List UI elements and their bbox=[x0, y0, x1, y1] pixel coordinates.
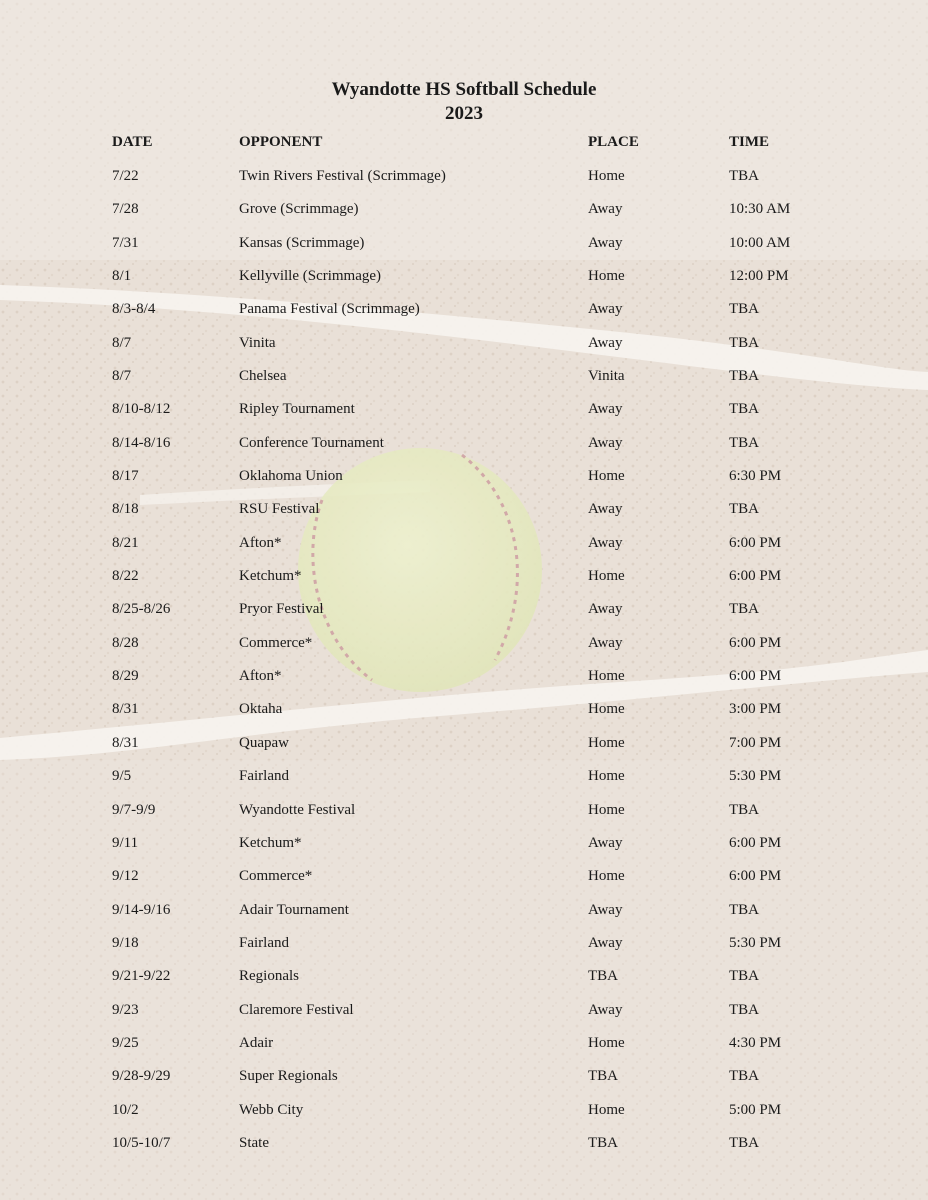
cell-time: TBA bbox=[729, 601, 759, 618]
table-row bbox=[0, 433, 928, 453]
cell-opponent: Afton* bbox=[239, 534, 282, 551]
cell-opponent: Ripley Tournament bbox=[239, 401, 355, 418]
cell-date: 8/7 bbox=[112, 334, 132, 351]
cell-place: Home bbox=[588, 801, 625, 818]
table-row bbox=[0, 233, 928, 253]
table-row bbox=[0, 199, 928, 219]
cell-place: Home bbox=[588, 468, 625, 485]
cell-opponent: Ketchum* bbox=[239, 834, 302, 851]
cell-date: 9/21-9/22 bbox=[112, 968, 171, 985]
cell-opponent: Ketchum* bbox=[239, 568, 302, 585]
cell-place: Home bbox=[588, 1101, 625, 1118]
cell-place: Home bbox=[588, 734, 625, 751]
cell-opponent: Kansas (Scrimmage) bbox=[239, 234, 365, 251]
cell-opponent: Adair bbox=[239, 1034, 274, 1051]
cell-opponent: Afton* bbox=[239, 668, 282, 685]
cell-date: 9/14-9/16 bbox=[112, 901, 171, 918]
table-row bbox=[0, 266, 928, 286]
cell-place: TBA bbox=[588, 1134, 618, 1151]
cell-date: 7/28 bbox=[112, 201, 139, 218]
cell-opponent: Webb City bbox=[239, 1101, 304, 1118]
table-row bbox=[0, 966, 928, 986]
table-row bbox=[0, 1033, 928, 1053]
cell-time: TBA bbox=[729, 434, 759, 451]
cell-opponent: Fairland bbox=[239, 768, 289, 785]
cell-time: TBA bbox=[729, 1001, 759, 1018]
table-row bbox=[0, 900, 928, 920]
cell-place: Away bbox=[588, 401, 623, 418]
cell-time: 6:00 PM bbox=[729, 834, 782, 851]
cell-date: 8/31 bbox=[112, 734, 139, 751]
cell-opponent: Conference Tournament bbox=[239, 434, 384, 451]
table-row bbox=[0, 800, 928, 820]
cell-place: Away bbox=[588, 201, 623, 218]
cell-opponent: Wyandotte Festival bbox=[239, 801, 356, 818]
cell-date: 8/1 bbox=[112, 268, 132, 284]
cell-time: TBA bbox=[729, 168, 759, 184]
cell-date: 7/31 bbox=[112, 234, 139, 251]
cell-place: Away bbox=[588, 534, 623, 551]
cell-opponent: Claremore Festival bbox=[239, 1001, 354, 1018]
cell-opponent: Vinita bbox=[239, 334, 276, 351]
cell-opponent: Adair Tournament bbox=[239, 901, 349, 918]
table-row bbox=[0, 299, 928, 319]
cell-date: 8/18 bbox=[112, 501, 139, 518]
cell-date: 8/17 bbox=[112, 468, 139, 485]
cell-time: 12:00 PM bbox=[729, 268, 789, 284]
table-row bbox=[0, 399, 928, 419]
cell-date: 8/31 bbox=[112, 701, 139, 718]
cell-time: TBA bbox=[729, 801, 759, 818]
cell-place: Away bbox=[588, 1001, 623, 1018]
cell-date: 8/14-8/16 bbox=[112, 434, 171, 451]
cell-place: Away bbox=[588, 934, 623, 951]
table-row bbox=[0, 499, 928, 519]
table-row bbox=[0, 866, 928, 886]
cell-time: 6:00 PM bbox=[729, 568, 782, 585]
header-place: PLACE bbox=[588, 134, 639, 150]
table-row bbox=[0, 599, 928, 619]
cell-time: 10:30 AM bbox=[729, 201, 791, 218]
cell-date: 8/7 bbox=[112, 368, 132, 384]
cell-place: Away bbox=[588, 301, 623, 318]
table-row bbox=[0, 766, 928, 786]
cell-date: 8/3-8/4 bbox=[112, 301, 156, 318]
cell-time: TBA bbox=[729, 301, 759, 318]
cell-opponent: Quapaw bbox=[239, 734, 289, 751]
cell-time: TBA bbox=[729, 334, 759, 351]
cell-time: 6:30 PM bbox=[729, 468, 782, 485]
cell-opponent: RSU Festival bbox=[239, 501, 320, 518]
table-row bbox=[0, 466, 928, 486]
cell-time: 5:30 PM bbox=[729, 768, 782, 785]
cell-opponent: Panama Festival (Scrimmage) bbox=[239, 301, 420, 318]
cell-date: 9/7-9/9 bbox=[112, 801, 156, 818]
cell-date: 8/21 bbox=[112, 534, 139, 551]
cell-place: Away bbox=[588, 601, 623, 618]
cell-place: TBA bbox=[588, 1068, 618, 1085]
cell-date: 9/5 bbox=[112, 768, 132, 785]
cell-date: 7/22 bbox=[112, 168, 139, 184]
cell-date: 8/10-8/12 bbox=[112, 401, 171, 418]
cell-place: Home bbox=[588, 168, 625, 184]
table-row bbox=[0, 633, 928, 653]
cell-place: Home bbox=[588, 668, 625, 685]
cell-place: Home bbox=[588, 701, 625, 718]
cell-opponent: Super Regionals bbox=[239, 1068, 338, 1085]
table-header bbox=[0, 132, 928, 152]
header-opponent: OPPONENT bbox=[239, 134, 323, 150]
cell-time: TBA bbox=[729, 968, 759, 985]
table-row bbox=[0, 699, 928, 719]
cell-time: TBA bbox=[729, 401, 759, 418]
cell-time: TBA bbox=[729, 1134, 759, 1151]
cell-date: 9/18 bbox=[112, 934, 139, 951]
table-row bbox=[0, 733, 928, 753]
table-row bbox=[0, 1000, 928, 1020]
cell-time: 5:00 PM bbox=[729, 1101, 782, 1118]
cell-time: 6:00 PM bbox=[729, 634, 782, 651]
cell-opponent: State bbox=[239, 1134, 269, 1151]
table-row bbox=[0, 1100, 928, 1120]
cell-place: TBA bbox=[588, 968, 618, 985]
cell-date: 8/22 bbox=[112, 568, 139, 585]
cell-place: Away bbox=[588, 334, 623, 351]
cell-place: Home bbox=[588, 1034, 625, 1051]
cell-opponent: Twin Rivers Festival (Scrimmage) bbox=[239, 168, 446, 184]
table-row bbox=[0, 333, 928, 353]
table-row bbox=[0, 833, 928, 853]
cell-place: Away bbox=[588, 234, 623, 251]
header-time: TIME bbox=[729, 134, 770, 150]
cell-time: TBA bbox=[729, 901, 759, 918]
cell-opponent: Kellyville (Scrimmage) bbox=[239, 268, 382, 284]
cell-place: Home bbox=[588, 768, 625, 785]
table-row bbox=[0, 366, 928, 386]
table-row bbox=[0, 566, 928, 586]
cell-date: 8/25-8/26 bbox=[112, 601, 171, 618]
cell-opponent: Oklahoma Union bbox=[239, 468, 343, 485]
cell-date: 9/28-9/29 bbox=[112, 1068, 171, 1085]
cell-opponent: Commerce* bbox=[239, 868, 313, 885]
cell-opponent: Regionals bbox=[239, 968, 299, 985]
cell-place: Away bbox=[588, 901, 623, 918]
cell-opponent: Commerce* bbox=[239, 634, 313, 651]
cell-place: Home bbox=[588, 268, 625, 284]
cell-time: TBA bbox=[729, 1068, 759, 1085]
schedule-title: Wyandotte HS Softball Schedule bbox=[331, 79, 597, 100]
cell-time: 5:30 PM bbox=[729, 934, 782, 951]
cell-date: 9/12 bbox=[112, 868, 139, 885]
table-row bbox=[0, 933, 928, 953]
schedule-year: 2023 bbox=[445, 103, 483, 124]
cell-date: 9/25 bbox=[112, 1034, 139, 1051]
cell-date: 8/29 bbox=[112, 668, 139, 685]
cell-date: 10/2 bbox=[112, 1101, 139, 1118]
cell-date: 8/28 bbox=[112, 634, 139, 651]
cell-date: 9/23 bbox=[112, 1001, 139, 1018]
cell-time: 6:00 PM bbox=[729, 868, 782, 885]
cell-place: Away bbox=[588, 834, 623, 851]
table-row bbox=[0, 1133, 928, 1153]
cell-time: 3:00 PM bbox=[729, 701, 782, 718]
cell-place: Away bbox=[588, 501, 623, 518]
cell-time: 10:00 AM bbox=[729, 234, 791, 251]
table-row bbox=[0, 166, 928, 186]
cell-place: Vinita bbox=[588, 368, 625, 384]
cell-time: TBA bbox=[729, 501, 759, 518]
header-date: DATE bbox=[112, 134, 153, 150]
cell-place: Away bbox=[588, 434, 623, 451]
cell-opponent: Pryor Festival bbox=[239, 601, 324, 618]
cell-time: 4:30 PM bbox=[729, 1034, 782, 1051]
cell-opponent: Chelsea bbox=[239, 368, 287, 384]
cell-date: 9/11 bbox=[112, 834, 139, 851]
cell-time: 6:00 PM bbox=[729, 534, 782, 551]
cell-opponent: Grove (Scrimmage) bbox=[239, 201, 359, 218]
cell-date: 10/5-10/7 bbox=[112, 1134, 171, 1151]
cell-time: TBA bbox=[729, 368, 759, 384]
cell-place: Home bbox=[588, 568, 625, 585]
table-row bbox=[0, 533, 928, 553]
cell-place: Away bbox=[588, 634, 623, 651]
table-row bbox=[0, 1066, 928, 1086]
cell-opponent: Fairland bbox=[239, 934, 289, 951]
cell-time: 6:00 PM bbox=[729, 668, 782, 685]
cell-place: Home bbox=[588, 868, 625, 885]
table-row bbox=[0, 666, 928, 686]
cell-time: 7:00 PM bbox=[729, 734, 782, 751]
cell-opponent: Oktaha bbox=[239, 701, 283, 718]
